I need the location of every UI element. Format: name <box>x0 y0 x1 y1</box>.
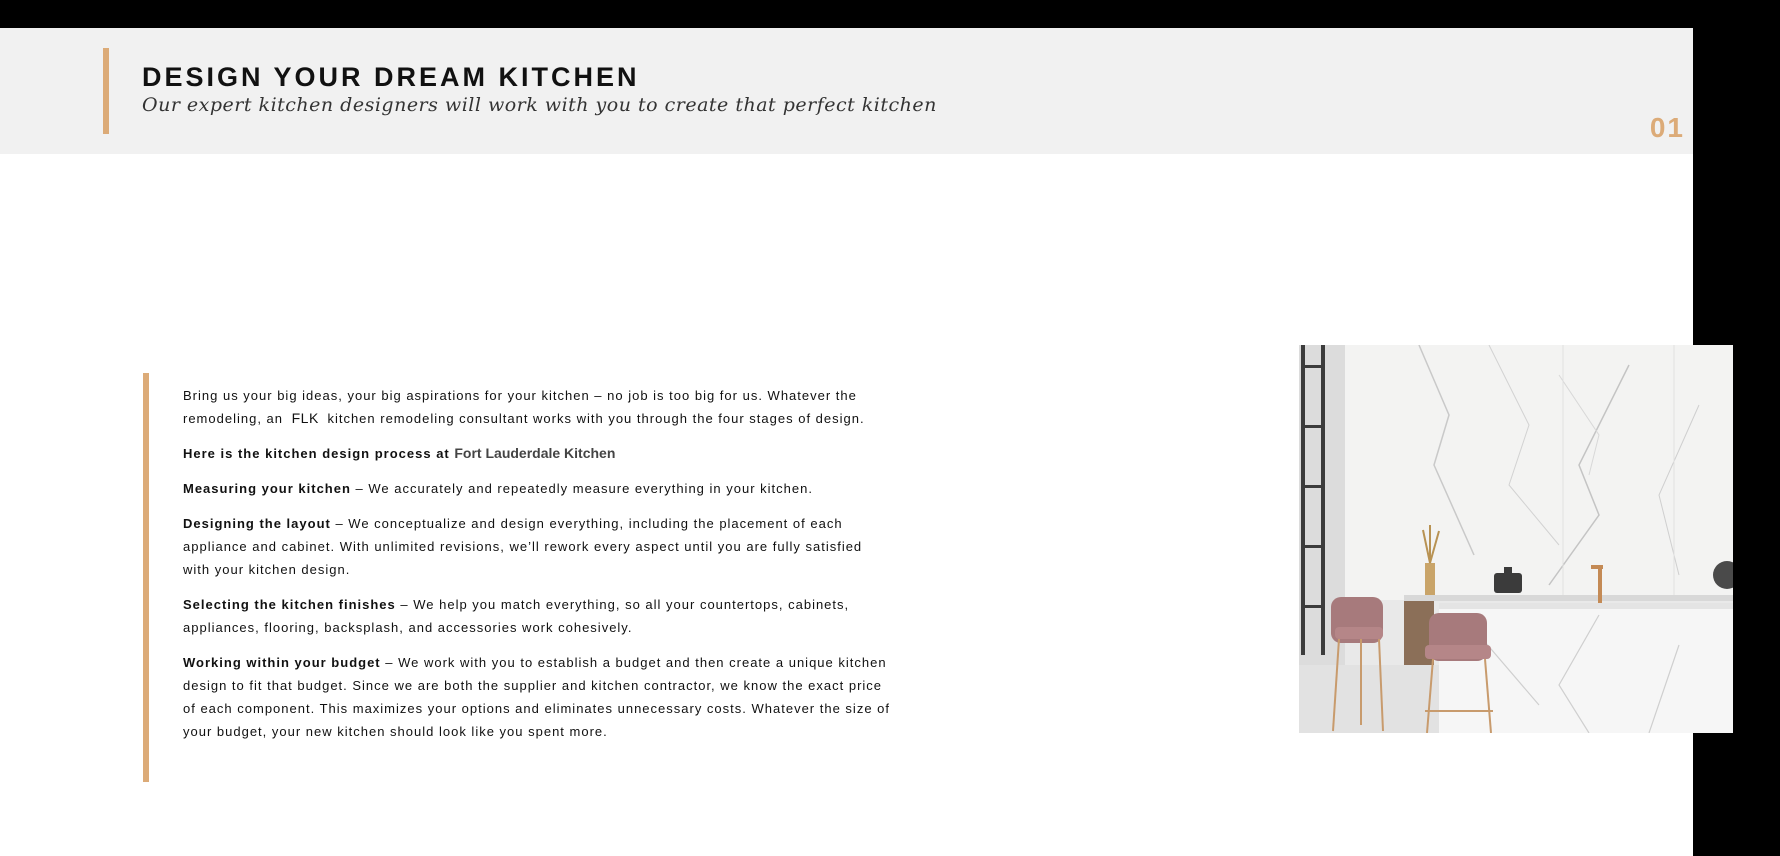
page-title: DESIGN YOUR DREAM KITCHEN <box>142 62 640 92</box>
content-accent-bar <box>143 373 149 782</box>
step-text: – We work with you to establish a budget and then create a unique kitchen design to fit that budget. Since we are both the supplier and kitchen contractor, we know the exact price of each component. This maximizes your options and eliminates unnecessary costs. Whatever the size of your budget, your new kitchen should look like you spent more. <box>183 655 890 739</box>
brand-name: Fort Lauderdale Kitchen <box>454 445 616 461</box>
header-accent-bar <box>103 48 109 134</box>
slide-header <box>0 28 1693 154</box>
step-title: Measuring your kitchen <box>183 481 351 496</box>
process-label: Here is the kitchen design process at <box>183 446 450 461</box>
intro-text-1: Bring us your big ideas, your big aspirations for your kitchen – no job is too big for us. Whatever the remodeling, an <box>183 388 857 426</box>
step-title: Designing the layout <box>183 516 331 531</box>
content-text-block <box>183 384 893 755</box>
top-black-bar <box>0 0 1780 28</box>
intro-paragraph <box>183 384 893 430</box>
process-step <box>183 593 893 639</box>
page-subtitle: Our expert kitchen designers will work with you to create that perfect kitchen <box>142 94 937 116</box>
step-title: Selecting the kitchen finishes <box>183 597 396 612</box>
process-step <box>183 512 893 581</box>
kitchen-photo <box>1299 345 1733 733</box>
process-step <box>183 477 893 500</box>
brand-abbreviation: FLK <box>291 410 319 426</box>
step-text: – We accurately and repeatedly measure everything in your kitchen. <box>350 481 813 496</box>
step-text: – We help you match everything, so all your countertops, cabinets, appliances, flooring, backsplash, and accessories work cohesively. <box>183 597 850 635</box>
process-step <box>183 651 893 743</box>
slide-number: 01 <box>1649 112 1685 143</box>
step-text: – We conceptualize and design everything, including the placement of each appliance and cabinet. With unlimited revisions, we’ll rework every aspect until you are fully satisfied with your kitchen design. <box>183 516 863 577</box>
step-title: Working within your budget <box>183 655 381 670</box>
process-heading <box>183 442 893 465</box>
intro-text-2: kitchen remodeling consultant works with you through the four stages of design. <box>327 411 865 426</box>
